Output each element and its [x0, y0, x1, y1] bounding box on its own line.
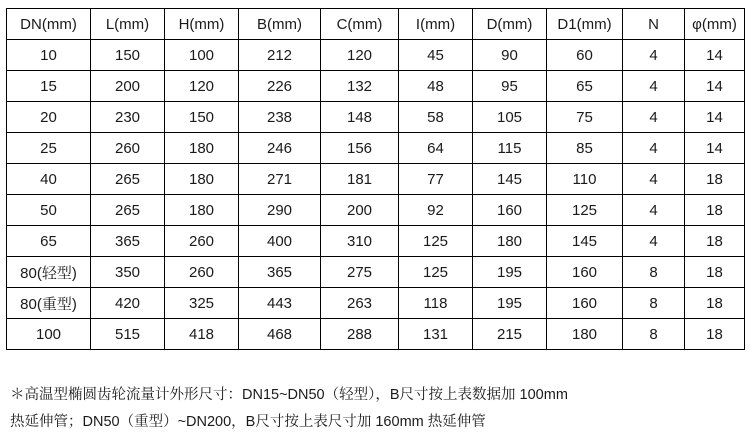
cell-b: 290 [239, 195, 321, 226]
cell-d1: 65 [547, 71, 623, 102]
table-row [7, 40, 745, 71]
cell-d: 195 [473, 257, 547, 288]
cell-b: 400 [239, 226, 321, 257]
cell-b: 238 [239, 102, 321, 133]
cell-n: 4 [623, 102, 685, 133]
cell-d: 145 [473, 164, 547, 195]
cell-l: 350 [91, 257, 165, 288]
cell-c: 310 [321, 226, 399, 257]
table-row [7, 133, 745, 164]
cell-n: 4 [623, 226, 685, 257]
cell-n: 4 [623, 40, 685, 71]
cell-b: 212 [239, 40, 321, 71]
cell-c: 132 [321, 71, 399, 102]
cell-l: 265 [91, 164, 165, 195]
cell-i: 92 [399, 195, 473, 226]
cell-phi: 18 [685, 319, 745, 350]
cell-phi: 18 [685, 257, 745, 288]
cell-dn: 50 [7, 195, 91, 226]
table-row [7, 195, 745, 226]
cell-phi: 14 [685, 40, 745, 71]
column-header-d: D(mm) [473, 9, 547, 40]
cell-phi: 14 [685, 71, 745, 102]
cell-c: 181 [321, 164, 399, 195]
cell-c: 148 [321, 102, 399, 133]
cell-d: 105 [473, 102, 547, 133]
cell-h: 100 [165, 40, 239, 71]
cell-i: 125 [399, 257, 473, 288]
cell-n: 4 [623, 164, 685, 195]
table-row [7, 226, 745, 257]
column-header-phi: φ(mm) [685, 9, 745, 40]
column-header-d1: D1(mm) [547, 9, 623, 40]
cell-dn: 100 [7, 319, 91, 350]
table-row [7, 164, 745, 195]
footnote [10, 382, 740, 436]
cell-d1: 85 [547, 133, 623, 164]
cell-d1: 145 [547, 226, 623, 257]
cell-h: 120 [165, 71, 239, 102]
cell-phi: 14 [685, 133, 745, 164]
table-row [7, 319, 745, 350]
cell-b: 246 [239, 133, 321, 164]
cell-h: 418 [165, 319, 239, 350]
cell-d1: 180 [547, 319, 623, 350]
cell-h: 260 [165, 226, 239, 257]
cell-n: 4 [623, 71, 685, 102]
cell-dn: 80(轻型) [7, 257, 91, 288]
dimension-table [6, 8, 745, 350]
cell-b: 468 [239, 319, 321, 350]
cell-b: 226 [239, 71, 321, 102]
table-header-row [7, 9, 745, 40]
cell-h: 180 [165, 195, 239, 226]
cell-d: 115 [473, 133, 547, 164]
cell-b: 365 [239, 257, 321, 288]
cell-phi: 18 [685, 226, 745, 257]
cell-d: 95 [473, 71, 547, 102]
cell-phi: 18 [685, 288, 745, 319]
column-header-c: C(mm) [321, 9, 399, 40]
column-header-l: L(mm) [91, 9, 165, 40]
cell-d: 215 [473, 319, 547, 350]
cell-i: 131 [399, 319, 473, 350]
cell-phi: 14 [685, 102, 745, 133]
footnote-line-2: 热延伸管；DN50（重型）~DN200，B尺寸按上表尺寸加 160mm 热延伸管 [10, 414, 486, 430]
cell-n: 4 [623, 133, 685, 164]
cell-l: 200 [91, 71, 165, 102]
column-header-dn: DN(mm) [7, 9, 91, 40]
cell-i: 77 [399, 164, 473, 195]
cell-dn: 20 [7, 102, 91, 133]
cell-b: 271 [239, 164, 321, 195]
cell-d1: 60 [547, 40, 623, 71]
cell-d1: 125 [547, 195, 623, 226]
cell-h: 260 [165, 257, 239, 288]
cell-b: 443 [239, 288, 321, 319]
cell-dn: 25 [7, 133, 91, 164]
cell-d: 195 [473, 288, 547, 319]
cell-c: 263 [321, 288, 399, 319]
cell-d: 180 [473, 226, 547, 257]
cell-h: 180 [165, 133, 239, 164]
cell-l: 150 [91, 40, 165, 71]
cell-dn: 40 [7, 164, 91, 195]
cell-d1: 110 [547, 164, 623, 195]
table-row [7, 71, 745, 102]
cell-i: 118 [399, 288, 473, 319]
cell-c: 288 [321, 319, 399, 350]
cell-l: 515 [91, 319, 165, 350]
cell-d1: 75 [547, 102, 623, 133]
table-row [7, 102, 745, 133]
cell-n: 8 [623, 319, 685, 350]
cell-d: 90 [473, 40, 547, 71]
column-header-n: N [623, 9, 685, 40]
cell-l: 265 [91, 195, 165, 226]
cell-c: 200 [321, 195, 399, 226]
cell-h: 325 [165, 288, 239, 319]
cell-h: 150 [165, 102, 239, 133]
cell-i: 48 [399, 71, 473, 102]
column-header-h: H(mm) [165, 9, 239, 40]
table-row [7, 257, 745, 288]
cell-c: 120 [321, 40, 399, 71]
cell-i: 125 [399, 226, 473, 257]
cell-dn: 65 [7, 226, 91, 257]
cell-d1: 160 [547, 288, 623, 319]
cell-h: 180 [165, 164, 239, 195]
table-row [7, 288, 745, 319]
cell-n: 4 [623, 195, 685, 226]
cell-phi: 18 [685, 164, 745, 195]
column-header-b: B(mm) [239, 9, 321, 40]
cell-phi: 18 [685, 195, 745, 226]
cell-c: 275 [321, 257, 399, 288]
cell-i: 58 [399, 102, 473, 133]
cell-i: 64 [399, 133, 473, 164]
cell-l: 420 [91, 288, 165, 319]
cell-dn: 80(重型) [7, 288, 91, 319]
cell-l: 260 [91, 133, 165, 164]
cell-d: 160 [473, 195, 547, 226]
cell-dn: 10 [7, 40, 91, 71]
cell-n: 8 [623, 288, 685, 319]
cell-dn: 15 [7, 71, 91, 102]
cell-l: 230 [91, 102, 165, 133]
column-header-i: I(mm) [399, 9, 473, 40]
cell-i: 45 [399, 40, 473, 71]
footnote-line-1: ＊高温型椭圆齿轮流量计外形尺寸：DN15~DN50（轻型），B尺寸按上表数据加 100mm [10, 387, 568, 403]
cell-d1: 160 [547, 257, 623, 288]
cell-l: 365 [91, 226, 165, 257]
cell-n: 8 [623, 257, 685, 288]
cell-c: 156 [321, 133, 399, 164]
